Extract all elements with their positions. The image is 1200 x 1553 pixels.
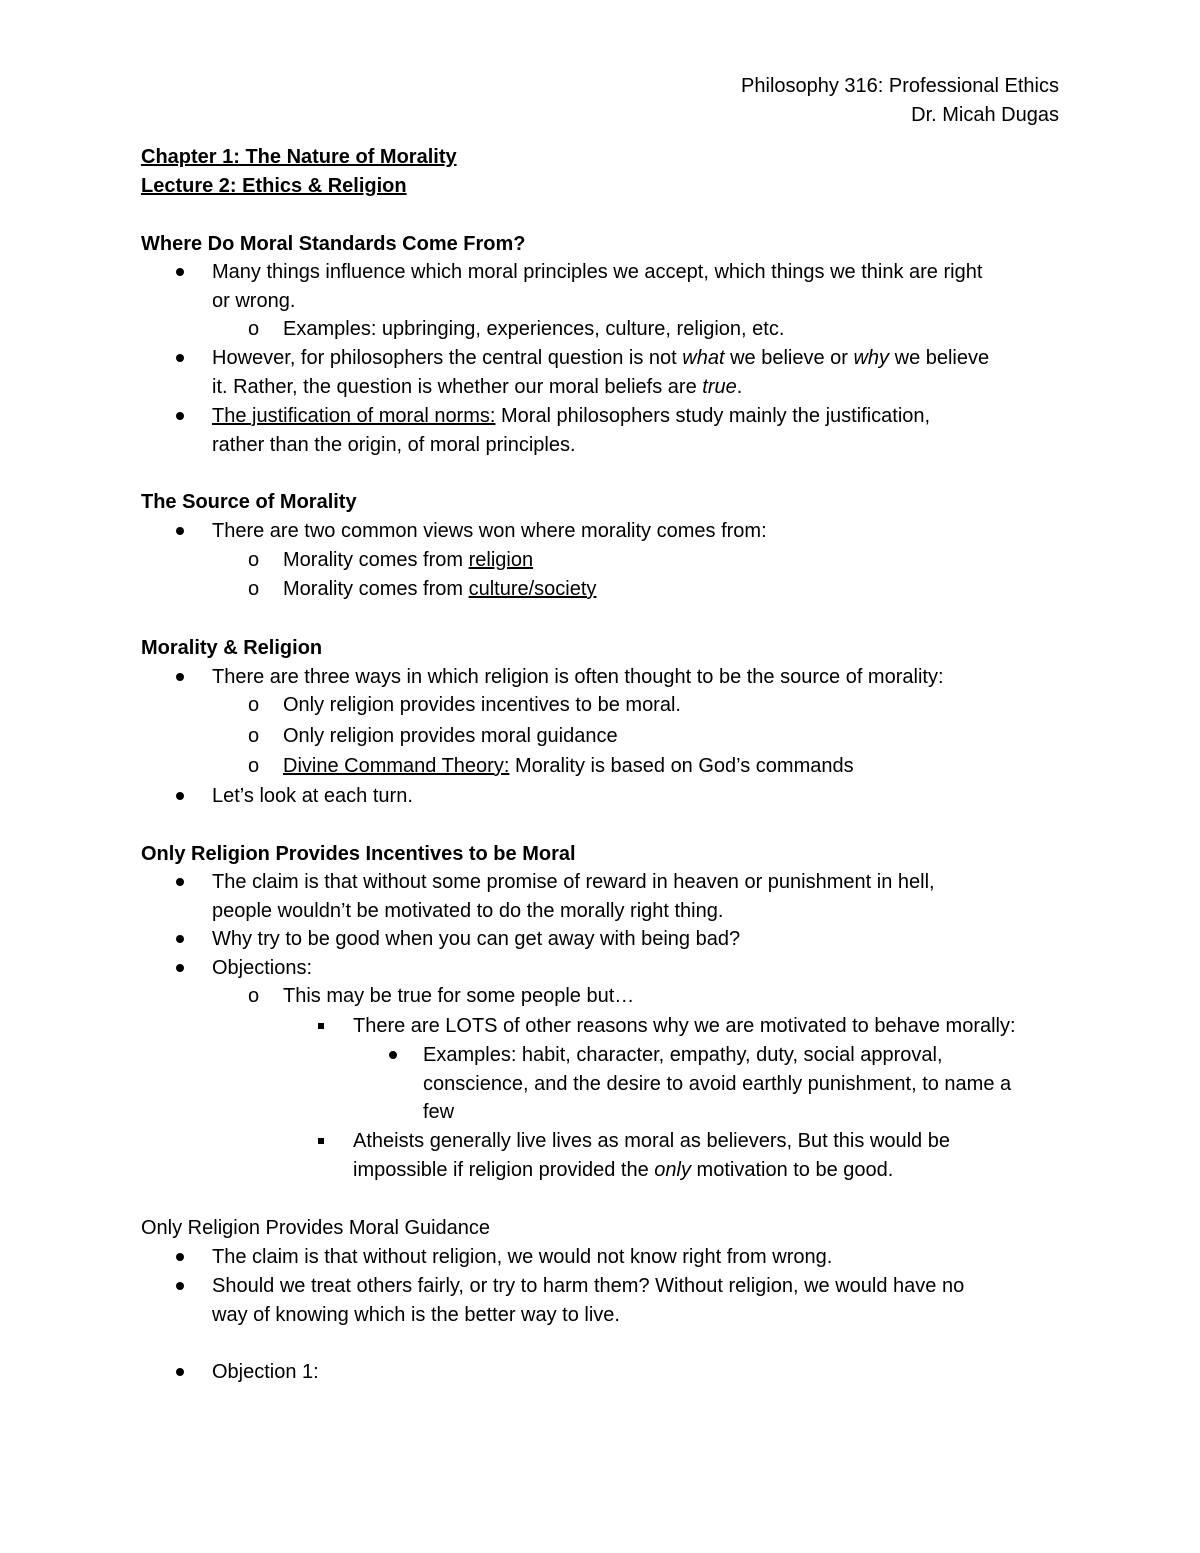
chapter-title: Chapter 1: The Nature of Morality — [141, 146, 457, 168]
instructor-name: Dr. Micah Dugas — [911, 104, 1059, 126]
list-item: There are three ways in which religion is often thought to be the source of morality: — [212, 666, 944, 688]
section-heading: Where Do Moral Standards Come From? — [141, 233, 526, 255]
list-item: The justification of moral norms: Moral philosophers study mainly the justification, — [212, 405, 931, 427]
bullet-icon — [176, 268, 184, 276]
list-item-continued: way of knowing which is the better way to live. — [212, 1304, 620, 1326]
sub-sub-list-item: There are LOTS of other reasons why we are motivated to behave morally: — [353, 1015, 1016, 1037]
list-item: The claim is that without religion, we would not know right from wrong. — [212, 1246, 833, 1268]
lecture-title: Lecture 2: Ethics & Religion — [141, 175, 407, 197]
bullet-icon — [176, 1368, 184, 1376]
circle-bullet-icon: o — [248, 725, 260, 747]
course-title: Philosophy 316: Professional Ethics — [741, 75, 1059, 97]
sub-list-item: Morality comes from culture/society — [283, 578, 597, 600]
deep-list-item-continued: conscience, and the desire to avoid earthly punishment, to name a — [423, 1073, 1012, 1095]
circle-bullet-icon: o — [248, 578, 260, 600]
circle-bullet-icon: o — [248, 755, 260, 777]
bullet-icon — [176, 1253, 184, 1261]
circle-bullet-icon: o — [248, 549, 260, 571]
section-heading: The Source of Morality — [141, 491, 357, 513]
bullet-icon — [176, 354, 184, 362]
sub-sub-list-item: Atheists generally live lives as moral as believers, But this would be — [353, 1130, 950, 1152]
list-item-continued: or wrong. — [212, 290, 296, 312]
section-heading: Only Religion Provides Incentives to be Moral — [141, 843, 576, 865]
list-item: There are two common views won where morality comes from: — [212, 520, 767, 542]
sub-sub-list-item-continued: impossible if religion provided the only motivation to be good. — [353, 1159, 894, 1181]
sub-list-item: Only religion provides moral guidance — [283, 725, 618, 747]
list-item: Why try to be good when you can get away with being bad? — [212, 928, 741, 950]
bullet-icon — [176, 935, 184, 943]
bullet-icon — [176, 964, 184, 972]
circle-bullet-icon: o — [248, 318, 260, 340]
square-bullet-icon — [318, 1138, 324, 1144]
sub-list-item: This may be true for some people but… — [283, 985, 635, 1007]
sub-list-item: Morality comes from religion — [283, 549, 534, 571]
circle-bullet-icon: o — [248, 694, 260, 716]
section-heading: Only Religion Provides Moral Guidance — [141, 1217, 491, 1239]
sub-list-item: Only religion provides incentives to be moral. — [283, 694, 681, 716]
bullet-icon — [176, 1282, 184, 1290]
list-item-continued: people wouldn’t be motivated to do the morally right thing. — [212, 900, 724, 922]
deep-list-item: Examples: habit, character, empathy, duty, social approval, — [423, 1044, 943, 1066]
list-item: The claim is that without some promise of reward in heaven or punishment in hell, — [212, 871, 935, 893]
bullet-icon — [176, 792, 184, 800]
bullet-icon — [176, 673, 184, 681]
bullet-icon — [176, 412, 184, 420]
section-heading: Morality & Religion — [141, 637, 323, 659]
list-item-continued: rather than the origin, of moral principles. — [212, 434, 576, 456]
sub-list-item: Divine Command Theory: Morality is based on God’s commands — [283, 755, 854, 777]
list-item: Let’s look at each turn. — [212, 785, 413, 807]
square-bullet-icon — [318, 1023, 324, 1029]
bullet-icon — [176, 527, 184, 535]
list-item: Objections: — [212, 957, 313, 979]
list-item-continued: it. Rather, the question is whether our moral beliefs are true. — [212, 376, 743, 398]
list-item: Should we treat others fairly, or try to harm them? Without religion, we would have no — [212, 1275, 965, 1297]
list-item: Many things influence which moral principles we accept, which things we think are right — [212, 261, 983, 283]
list-item: However, for philosophers the central question is not what we believe or why we believe — [212, 347, 990, 369]
sub-list-item: Examples: upbringing, experiences, culture, religion, etc. — [283, 318, 785, 340]
bullet-icon — [389, 1051, 397, 1059]
bullet-icon — [176, 878, 184, 886]
deep-list-item-continued: few — [423, 1101, 455, 1123]
circle-bullet-icon: o — [248, 985, 260, 1007]
list-item: Objection 1: — [212, 1361, 319, 1383]
